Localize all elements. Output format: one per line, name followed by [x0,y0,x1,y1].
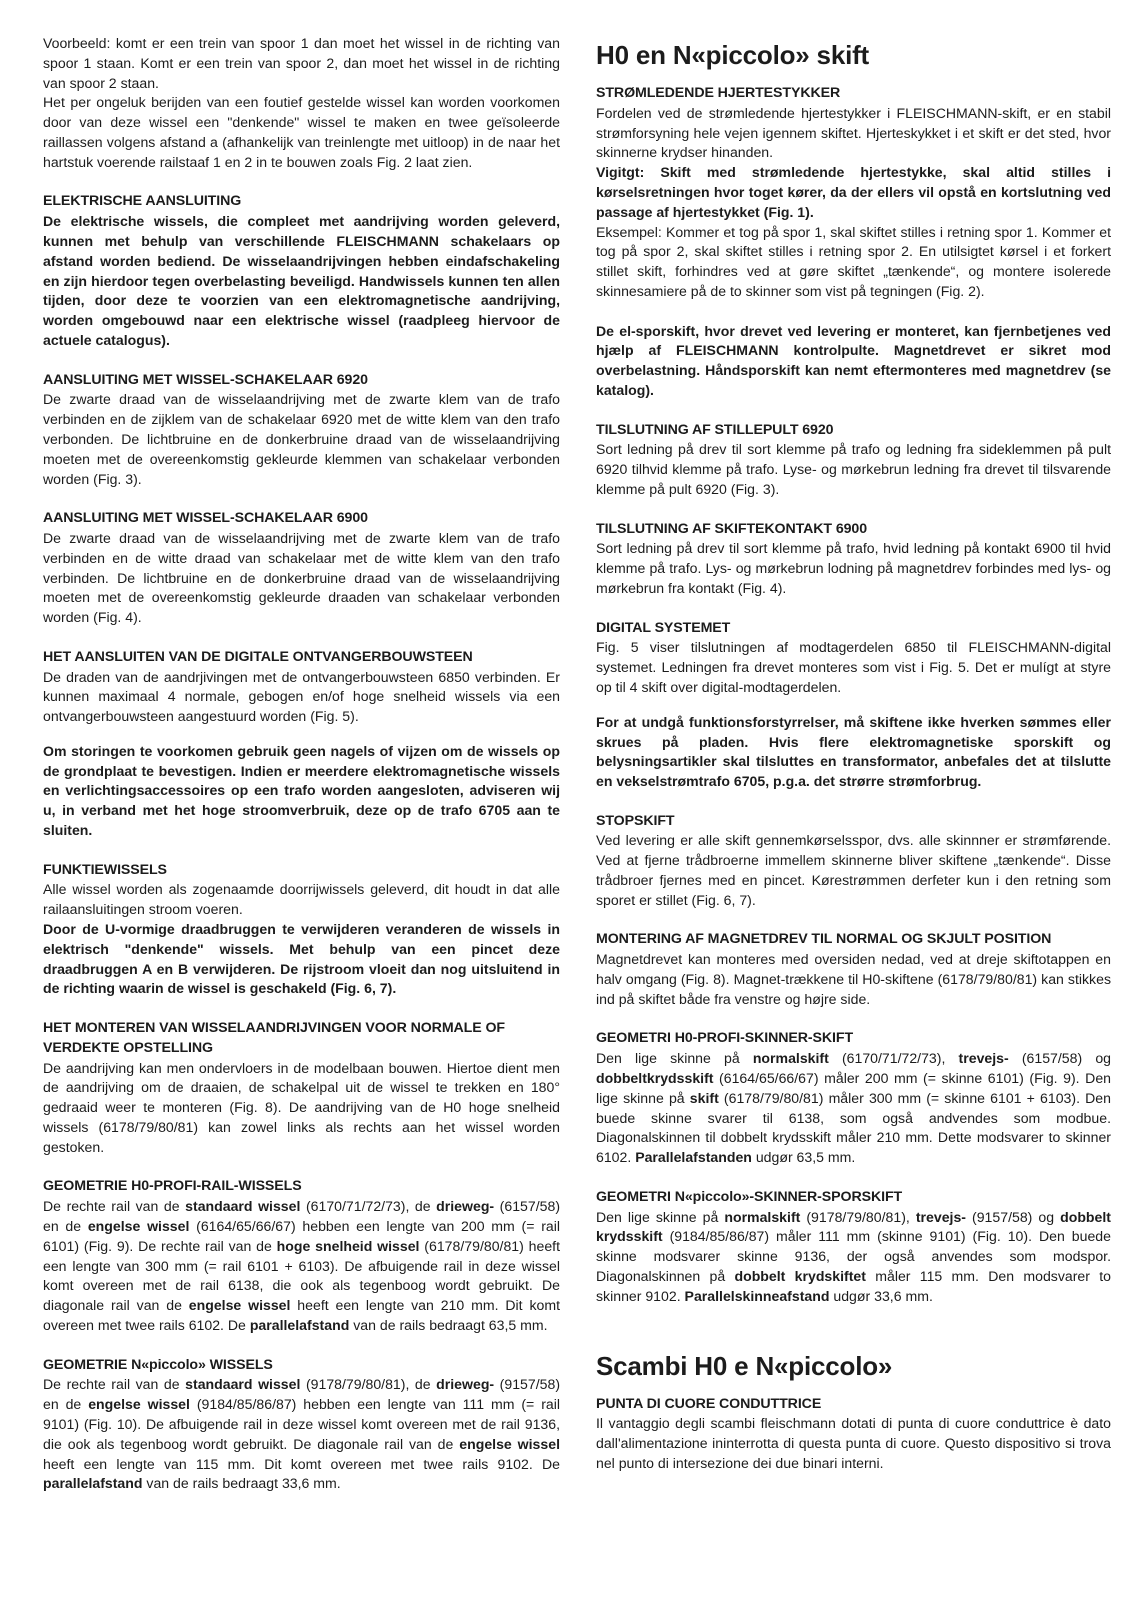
section-wisselaandrijvingen [43,1019,560,1158]
section-bold-text: Vigitgt: Skift med strømledende hjertestykke, skal altid stilles i kørselsretningen hvor toget kører, da der ellers vil opstå en kortslutning ved passage af hjertestykket (Fig. 1). [596,164,1111,220]
title-italian: Scambi H0 e N«piccolo» [596,1350,893,1381]
section-heading: GEOMETRI N«piccolo»-SKINNER-SPORSKIFT [596,1188,903,1205]
section-text-2: Eksempel: Kommer et tog på spor 1, skal skiftet stilles i retning spor 1. Kommer et tog på spor 2, skal skiftet stilles i retning spor 2. En utilsigtet kørsel i et forkert stillet skift, forhindres ved at gøre skiftet „tænkende“, og montere isolerede skinnesamiere på de to skinner som vist på tegningen (Fig. 2). [596,223,1111,299]
section-schakelaar-6900 [43,509,560,628]
right-column [596,38,1111,1474]
section-hjertestykker [596,84,1111,401]
section-elektrische-aansluiting [43,192,560,350]
section-schakelaar-6920 [43,371,560,490]
section-text: De zwarte draad van de wisselaandrijving met de zwarte klem van de trafo verbinden en de witte draad van schakelaar met de witte klem van den trafo verbinden. De lichtbruine en de donkerbruine draad van de wisselaandrijving moeten met de overeenkomstig gekleurde draaden van schakelaar verbonden worden (Fig. 4). [43,529,560,626]
section-text: De aandrijving kan men ondervloers in de modelbaan bouwen. Hiertoe dient men de aandrijving om de draaien, de schakelpal uit de wissel te trekken en 180° gedraaid weer te monteren (Fig. 8). De aandrijving van de H0 hoge snelheid wissels (6178/79/80/81) kan zowel links als rechts aan het wissel worden gestoken. [43,1059,560,1155]
section-geometri-n [596,1188,1111,1307]
section-heading: TILSLUTNING AF STILLEPULT 6920 [596,421,834,438]
section-heading: TILSLUTNING AF SKIFTEKONTAKT 6900 [596,520,867,537]
intro-paragraph-2: Het per ongeluk berijden van een foutief gestelde wissel kan worden voorkomen door van deze wissel een "denkende" wissel te maken en twee geïsoleerde raillassen volgens afstand a (afhankelijk van treinlengte met uitloop) in de naar het hartstuk voerende railstaaf 1 en 2 in te bouwen zoals Fig. 2 laat zien. [43,94,560,170]
section-text: Fig. 5 viser tilslutningen af modtagerdelen 6850 til FLEISCHMANN-digital systemet. Ledningen fra drevet monteres som vist i Fig. 5. Det er mulígt at styre op til 4 skift over digital-modtagerdelen. [596,639,1111,695]
section-geometrie-h0 [43,1177,560,1335]
section-heading: GEOMETRI H0-PROFI-SKINNER-SKIFT [596,1030,854,1047]
section-stopskift [596,812,1111,911]
section-text: Den lige skinne på normalskift (6170/71/72/73), trevejs- (6157/58) og dobbeltkrydsskift (6164/65/66/67) måler 200 mm (= skinne 6101) (Fig. 9). Den lige skinne på skift (6178/79/80/81) måler 300 mm (= skinne 6101 + 6103). Den buede skinne svarer til 6138, som også andvendes som modbue. Diagonalskinnen til dobbelt krydsskift måler 210 mm. Dette modsvarer to skinner 6102. Parallelafstanden udgør 63,5 mm. [596,1050,1112,1166]
section-heading: ELEKTRISCHE AANSLUITING [43,193,242,210]
section-bold-text-2: De el-sporskift, hvor drevet ved levering er monteret, kan fjernbetjenes ved hjælp af FLEISCHMANN kontrolpulte. Magnetdrevet er sikret mod overbelastning. Håndsporskift kan nemt eftermonteres med magnetdrev (se katalog). [596,322,1111,398]
section-text: Sort ledning på drev til sort klemme på trafo, hvid ledning på kontakt 6900 til hvid klemme på trafo. Lys- og mørkebrun lodning på magnetdrev forbindes med lys- og mørkebrun fra kontakt (Fig. 4). [596,540,1111,596]
section-heading: GEOMETRIE N«piccolo» WISSELS [43,1356,273,1373]
section-heading: GEOMETRIE H0-PROFI-RAIL-WISSELS [43,1178,302,1195]
section-text: Sort ledning på drev til sort klemme på trafo og ledning fra sideklemmen på pult 6920 tilhvid klemme på trafo. Lyse- og mørkebrun ledning fra drevet til tilsvarende klemme på pult 6920 (Fig. 3). [596,441,1111,497]
section-text: De rechte rail van de standaard wissel (9178/79/80/81), de drieweg- (9157/58) en de engelse wissel (9184/85/86/87) hebben een lengte van 111 mm (= rail 9101) (Fig. 10). De afbuigende rail in deze wissel komt overeen met de rail 9136, die ook als tegenboog wordt gebruikt. De diagonale rail van de engelse wissel heeft een lengte van 115 mm. Dit komt overeen met twee rails 9102. De parallelafstand van de rails bedraagt 33,6 mm. [43,1376,561,1492]
left-column [43,34,560,1494]
section-text: De rechte rail van de standaard wissel (6170/71/72/73), de drieweg- (6157/58) en de engelse wissel (6164/65/66/67) hebben een lengte van 200 mm (= rail 6101) (Fig. 9). De rechte rail van de hoge snelheid wissel (6178/79/80/81) heeft een lengte van 300 mm (= rail 6101 + 6103). De afbuigende rail in deze wissel komt overeen met de rail 6138, die ook als tegenboog wordt gebruikt. De diagonale rail van de engelse wissel heeft een lengte van 210 mm. Dit komt overeen met twee rails 6102. De parallelafstand van de rails bedraagt 63,5 mm. [43,1198,561,1333]
section-heading: DIGITAL SYSTEMET [596,619,731,636]
section-bold-text: Door de U-vormige draadbruggen te verwijderen veranderen de wissels in elektrisch "denkende" wissels. Met behulp van een pincet deze draadbruggen A en B verwijderen. De rijstroom vloeit dan nog uitsluitend in de richting waarin de wissel is geschakeld (Fig. 6, 7). [43,921,560,997]
section-text: Fordelen ved de strømledende hjertestykker i FLEISCHMANN-skift, er en stabil strømforsyning hele vejen igennem skiftet. Hjerteskykket i et skift er det sted, hvor skinnerne krydser hinanden. [596,104,1111,161]
section-heading: PUNTA DI CUORE CONDUTTRICE [596,1395,822,1412]
section-stillepult-6920 [596,421,1111,500]
section-magnetdrev [596,930,1111,1009]
section-heading: AANSLUITING MET WISSEL-SCHAKELAAR 6920 [43,371,368,388]
section-text: Den lige skinne på normalskift (9178/79/80/81), trevejs- (9157/58) og dobbelt krydsskift (9184/85/86/87) måler 111 mm (skinne 9101) (Fig. 10). Den buede skinne modsvarer skinne 9136, der også anvendes som modspor. Diagonalskinnen på dobbelt krydskiftet måler 115 mm. Den modsvarer to skinner 9102. Parallelskinneafstand udgør 33,6 mm. [596,1208,1111,1304]
section-heading: HET MONTEREN VAN WISSELAANDRIJVINGEN VOOR NORMALE OF VERDEKTE OPSTELLING [43,1020,505,1056]
section-text: Magnetdrevet kan monteres med oversiden nedad, ved at dreje skiftotappen en halv omgang (Fig. 8). Magnet-trækkene til H0-skiftene (6178/79/80/81) kan stikkes ind på skiftet både fra venstre og højre side. [596,951,1111,1007]
section-digitale-ontvanger [43,648,560,841]
section-funktiewissels [43,861,560,1000]
section-heading: AANSLUITING MET WISSEL-SCHAKELAAR 6900 [43,510,368,527]
section-digital-systemet [596,619,1111,792]
section-heading: MONTERING AF MAGNETDREV TIL NORMAL OG SKJULT POSITION [596,931,1052,948]
section-heading: FUNKTIEWISSELS [43,861,167,878]
section-skiftekontakt-6900 [596,520,1111,599]
section-text: Il vantaggio degli scambi fleischmann dotati di punta di cuore conduttrice è dato dall'alimentazione ininterrotta di questa punta di cuore. Questo dispositivo si trova nel punto di intersezione dei due binari interni. [596,1415,1111,1471]
section-heading: STOPSKIFT [596,812,675,829]
section-text: Ved levering er alle skift gennemkørselsspor, dvs. alle skinnner er strømførende. Ved at fjerne trådbroerne immellem skinnerne bliver skiftene „tænkende“. Disse trådbroer fjernes med en pincet. Kørestrømmen derfeter kun i den retning som sporet er stillet (Fig. 6, 7). [596,832,1111,908]
section-bold-text: De elektrische wissels, die compleet met aandrijving worden geleverd, kunnen met behulp van verschillende FLEISCHMANN schakelaars op afstand worden bediend. De wisselaandrijvingen hebben eindafschakeling en zijn hierdoor tegen overbelasting beveiligd. Handwissels kunnen ten allen tijden, door deze te voorzien van een elektromagnetische aandrijving, worden omgebouwd naar een elektrische wissel (raadpleeg hiervoor de actuele catalogus). [43,213,560,348]
section-text: De zwarte draad van de wisselaandrijving met de zwarte klem van de trafo verbinden en de zijklem van de schakelaar 6920 met de witte klem van den trafo verbonden. De lichtbruine en de donkerbruine draad van de wisselaandrijving moeten met de overeenkomstig gekleurde klemmen van schakelaar verbonden worden (Fig. 3). [43,391,560,487]
section-geometrie-n [43,1356,560,1495]
title-danish: H0 en N«piccolo» skift [596,40,870,70]
section-heading: STRØMLEDENDE HJERTESTYKKER [596,85,841,101]
section-text: Alle wissel worden als zogenaamde doorrijwissels geleverd, dit houdt in dat alle railaansluitingen stroom voeren. [43,881,560,918]
section-bold-text: For at undgå funktionsforstyrrelser, må skiftene ikke hverken sømmes eller skrues på pladen. Hvis flere elektromagnetiske sporskift og belysningsartikler skal tilsluttes en transformator, anbefales det at tilslutte en vekselstrømtrafo 6705, p.g.a. det strørre strømforbrug. [596,713,1111,790]
section-text: De draden van de aandrjivingen met de ontvangerbouwsteen 6850 verbinden. Er kunnen maximaal 4 normale, gebogen en/of hoge snelheid wissels via een ontvangerbouwsteen aangestuurd worden (Fig. 5). [43,668,560,725]
section-heading: HET AANSLUITEN VAN DE DIGITALE ONTVANGERBOUWSTEEN [43,648,473,665]
section-geometri-h0 [596,1029,1111,1168]
section-punta-di-cuore [596,1395,1111,1474]
section-bold-text: Om storingen te voorkomen gebruik geen nagels of vijzen om de wissels op de grondplaat te bevestigen. Indien er meerdere elektromagnetische wissels en verlichtingsaccessoires op een trafo worden aangesloten, adviseren wij u, in verband met het hoge stroomverbruik, deze op de trafo 6705 aan te sluiten. [43,742,560,839]
intro-paragraph-1: Voorbeeld: komt er een trein van spoor 1 dan moet het wissel in de richting van spoor 1 staan. Komt er een trein van spoor 2, dan moet het wissel in de richting van spoor 2 staan. [43,35,560,91]
